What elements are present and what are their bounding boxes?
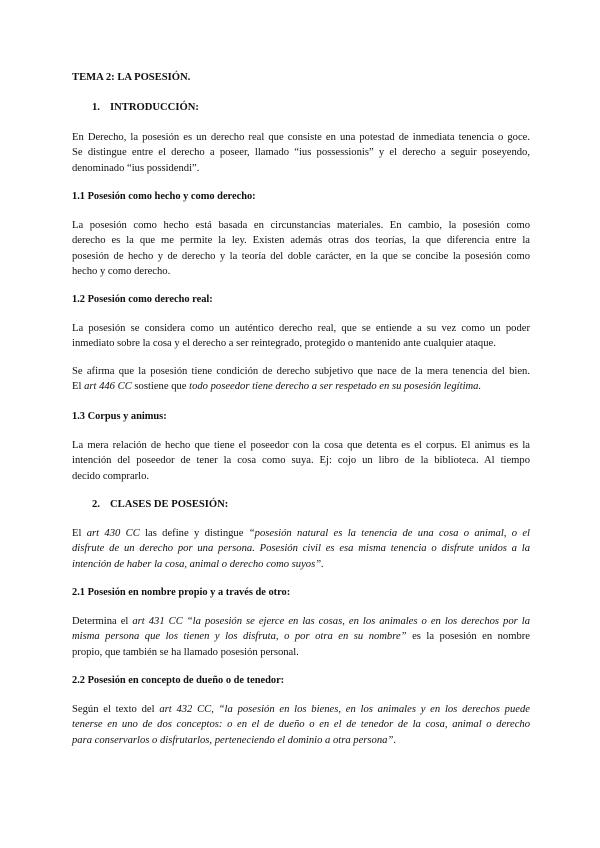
- text-run: .: [393, 734, 396, 746]
- text-line: derecho es la que me permite la ley. Existen además otras dos teorías, la que diferencia entre la: [72, 235, 530, 247]
- text-run: Según el texto del: [72, 704, 160, 715]
- quoted-law-text: intención de haber la cosa, animal o derecho como suyos”.: [72, 558, 324, 570]
- quoted-law-text: “posesión natural es la tenencia de una cosa o animal, o el: [248, 528, 530, 539]
- section-number: 2.: [92, 499, 100, 510]
- text-run: El: [72, 528, 87, 539]
- text-line: decido comprarlo.: [72, 470, 150, 482]
- paragraph-2-intro: [72, 526, 530, 572]
- text-line: [72, 526, 530, 541]
- text-line: La posesión como hecho está basada en circunstancias materiales. En cambio, la posesión como: [72, 220, 530, 231]
- text-line: Se distingue entre el derecho a poseer, llamado “ius possessionis” y el derecho a seguir poseyendo,: [72, 147, 530, 159]
- article-reference: art 430 CC: [86, 528, 140, 539]
- quoted-law-text: todo poseedor tiene derecho a ser respetado en su posesión legítima.: [189, 381, 482, 393]
- section-title: INTRODUCCIÓN:: [110, 102, 199, 113]
- quoted-law-text: art 432 CC, “la posesión en los bienes, en los animales y en los derechos puede: [159, 704, 530, 715]
- quoted-law-text: misma persona que los tienen y los disfruta, o por otra en su nombre”: [72, 631, 407, 643]
- quoted-law-text: art 431 CC “la posesión se ejerce en las cosas, en los animales o en los derechos por la: [132, 616, 531, 627]
- section-title: CLASES DE POSESIÓN:: [110, 499, 229, 510]
- text-line: posesión de hecho y de derecho y la teoría del doble carácter, en la que se concibe la posesión como: [72, 250, 530, 262]
- text-run: las define y distingue: [139, 528, 249, 539]
- text-line: denominado “ius possidendi”.: [72, 162, 200, 174]
- quoted-law-text: para conservarlos o disfrutarlos, perteneciendo el dominio a otra persona”: [72, 734, 394, 746]
- intro-paragraph: [72, 130, 530, 176]
- section-heading-introduccion: [92, 100, 199, 115]
- text-line: La mera relación de hecho que tiene el poseedor con la cosa que detenta es el corpus. El animus es la: [72, 440, 530, 451]
- paragraph-2-2: [72, 702, 530, 748]
- paragraph-1-1: [72, 218, 530, 280]
- paragraph-1-2-a: [72, 321, 530, 352]
- paragraph-1-3: [72, 438, 530, 484]
- text-line: [72, 614, 530, 629]
- text-line: [72, 733, 530, 748]
- section-number: 1.: [92, 102, 100, 113]
- text-run: es la posesión en nombre: [406, 631, 531, 643]
- text-run: sostiene que: [131, 381, 190, 393]
- document-title: TEMA 2: LA POSESIÓN.: [72, 72, 191, 83]
- text-line: intención del poseedor de tener la cosa como suya. Ej: cojo un libro de la biblioteca. Al tiempo: [72, 455, 530, 467]
- paragraph-2-1: [72, 614, 530, 660]
- subsection-heading-1-1: 1.1 Posesión como hecho y como derecho:: [72, 191, 256, 202]
- text-line: [72, 629, 530, 644]
- text-line: hecho y como derecho.: [72, 266, 171, 278]
- quoted-law-text: tenerse en uno de dos conceptos: o en el de dueño o en el de tenedor de la cosa, animal o derecho: [72, 719, 530, 731]
- text-line: En Derecho, la posesión es un derecho real que consiste en una potestad de inmediata tenencia o goce.: [72, 132, 530, 143]
- text-line: La posesión se considera como un auténtico derecho real, que se entiende a su vez como un poder: [72, 323, 530, 334]
- quoted-law-text: disfrute de un derecho por una persona. Posesión civil es esa misma tenencia o disfrute unidos a la: [72, 543, 530, 555]
- text-run: Determina el: [72, 616, 133, 627]
- subsection-heading-2-2: 2.2 Posesión en concepto de dueño o de tenedor:: [72, 675, 285, 686]
- text-line: propio, que también se ha llamado posesión personal.: [72, 646, 299, 658]
- subsection-heading-2-1: 2.1 Posesión en nombre propio y a través de otro:: [72, 587, 291, 598]
- text-line: [72, 702, 530, 717]
- text-line: [72, 379, 530, 394]
- text-run: El: [72, 381, 85, 393]
- text-line: inmediato sobre la cosa y el derecho a ser reintegrado, protegido o mantenido ante cualquier ataque.: [72, 338, 496, 350]
- text-line: Se afirma que la posesión tiene condición de derecho subjetivo que nace de la mera tenencia del bien.: [72, 366, 530, 377]
- subsection-heading-1-2: 1.2 Posesión como derecho real:: [72, 294, 213, 305]
- subsection-heading-1-3: 1.3 Corpus y animus:: [72, 411, 167, 422]
- article-reference: art 446 CC: [84, 381, 132, 393]
- paragraph-1-2-b: [72, 364, 530, 395]
- section-heading-clases: [92, 497, 228, 512]
